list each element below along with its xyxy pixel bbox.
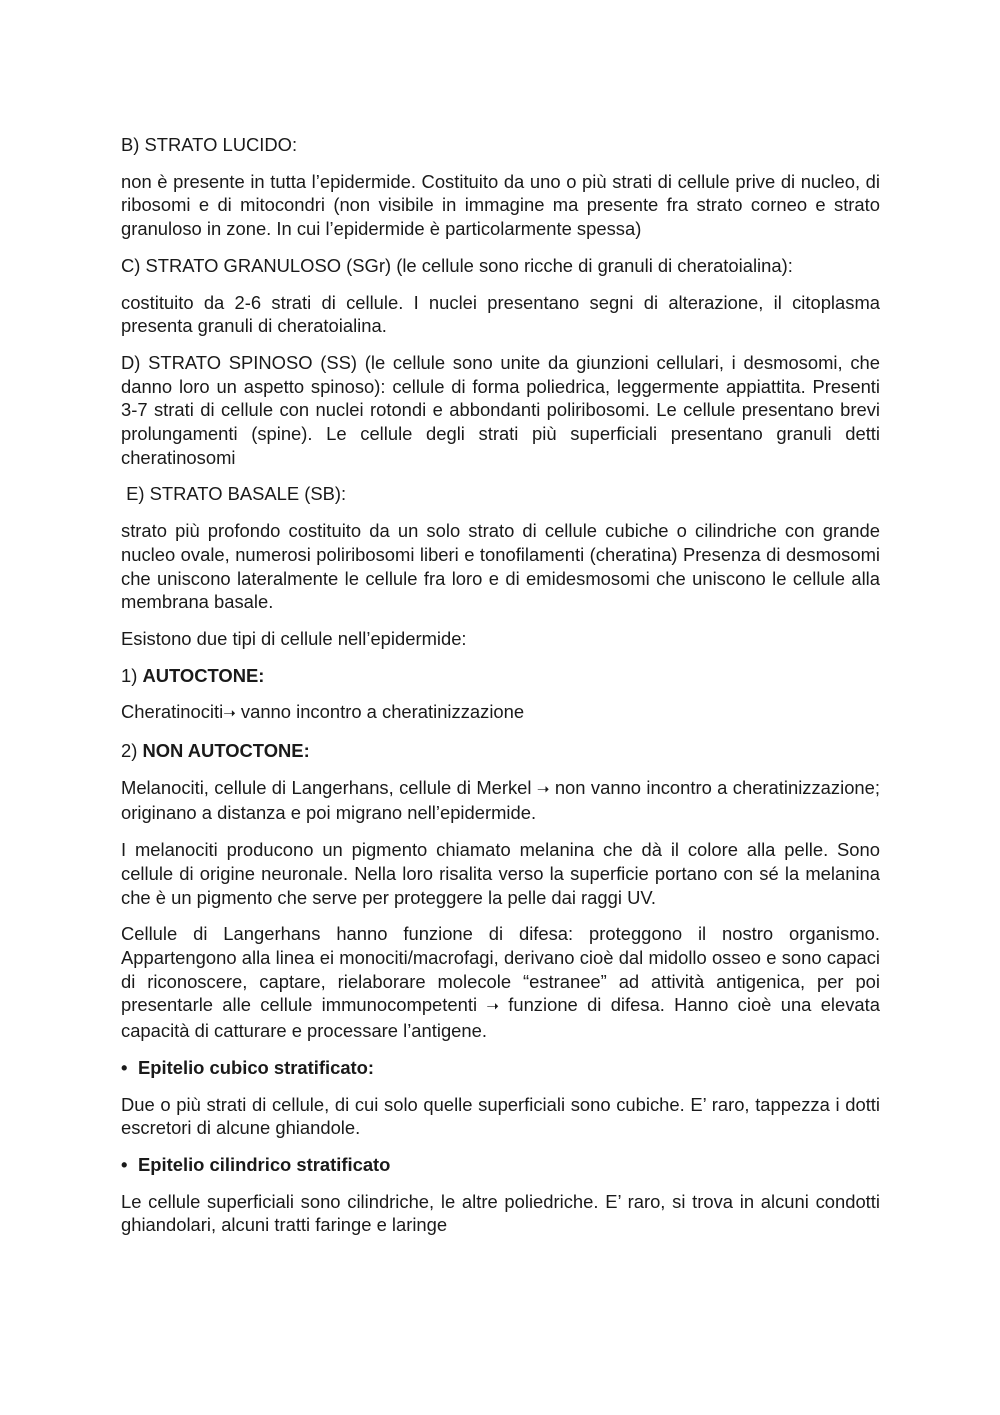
cubico-heading-label: Epitelio cubico stratificato: <box>138 1056 375 1078</box>
non-autoctone-heading <box>121 739 880 763</box>
cubico-paragraph: Due o più strati di cellule, di cui solo quelle superficiali sono cubiche. E’ raro, tappezza i dotti escretori di alcune ghiandole. <box>121 1093 880 1139</box>
langerhans-paragraph <box>121 922 880 1043</box>
cell-types-intro: Esistono due tipi di cellule nell’epidermide: <box>121 627 467 649</box>
bullet-icon: • <box>121 1153 128 1175</box>
autoctone-text-b: vanno incontro a cheratinizzazione <box>235 701 525 723</box>
strato-basale-heading: E) STRATO BASALE (SB): <box>121 483 347 505</box>
non-autoctone-text-a: Melanociti, cellule di Langerhans, cellule di Merkel <box>121 776 537 798</box>
arrow-icon: ➝ <box>536 780 550 798</box>
non-autoctone-number: 2) <box>121 740 143 762</box>
arrow-icon: ➝ <box>486 998 499 1016</box>
strato-granuloso-heading: C) STRATO GRANULOSO (SGr) (le cellule sono ricche di granuli di cheratoialina): <box>121 254 793 276</box>
cilindrico-heading <box>121 1153 880 1177</box>
strato-lucido-paragraph: non è presente in tutta l’epidermide. Costituito da uno o più strati di cellule prive di nucleo, di ribosomi e di mitocondri (non visibile in immagine ma presente fra strato corneo e strato granuloso in zone. In cui l’epidermide è particolarmente spessa) <box>121 170 880 240</box>
strato-basale-paragraph: strato più profondo costituito da un solo strato di cellule cubiche o cilindriche con grande nucleo ovale, numerosi poliribosomi liberi e tonofilamenti (cheratina) Presenza di desmosomi che uniscono lateralmente le cellule fra loro e di emidesmosomi che uniscono le cellule alla membrana basale. <box>121 520 880 613</box>
autoctone-text-a: Cheratinociti <box>121 701 224 723</box>
cilindrico-heading-label: Epitelio cilindrico stratificato <box>138 1153 391 1175</box>
strato-lucido-heading: B) STRATO LUCIDO: <box>121 134 298 155</box>
strato-granuloso-paragraph: costituito da 2-6 strati di cellule. I nuclei presentano segni di alterazione, il citoplasma presenta granuli di cheratoialina. <box>121 291 880 337</box>
document-page <box>121 133 880 1250</box>
arrow-icon: ➝ <box>223 705 236 723</box>
non-autoctone-paragraph <box>121 776 880 825</box>
bullet-icon: • <box>121 1056 128 1078</box>
autoctone-paragraph <box>121 700 880 726</box>
melanociti-paragraph: I melanociti producono un pigmento chiamato melanina che dà il colore alla pelle. Sono cellule di origine neuronale. Nella loro risalita verso la superficie portano con sé la melanina che è un pigmento che serve per proteggere la pelle dai raggi UV. <box>121 839 880 908</box>
cilindrico-paragraph: Le cellule superficiali sono cilindriche, le altre poliedriche. E’ raro, si trova in alcuni condotti ghiandolari, alcuni tratti faringe e laringe <box>121 1190 880 1236</box>
langerhans-text-a: Cellule di Langerhans hanno funzione di difesa: proteggono il nostro organismo. Appartengono alla linea ei monociti/macrofagi, derivano cioè dal midollo osseo e sono capaci di riconoscere, captare, rielaborare molecole “estranee” ad attività antigenica, per poi presentarle alle cellule immunocompetenti <box>121 923 880 1016</box>
langerhans-text-b: funzione di difesa. Hanno cioè una elevata capacità di catturare e processare l’antigene. <box>121 994 881 1042</box>
cubico-heading <box>121 1056 880 1080</box>
autoctone-number: 1) <box>121 664 143 686</box>
non-autoctone-label: NON AUTOCTONE: <box>142 740 310 762</box>
non-autoctone-text-b: non vanno incontro a cheratinizzazione; originano a distanza e poi migrano nell’epidermide. <box>121 776 880 824</box>
autoctone-label: AUTOCTONE: <box>142 664 265 686</box>
autoctone-heading <box>121 664 880 688</box>
strato-spinoso-paragraph: D) STRATO SPINOSO (SS) (le cellule sono unite da giunzioni cellulari, i desmosomi, che danno loro un aspetto spinoso): cellule di forma poliedrica, leggermente appiattita. Presenti 3-7 strati di cellule con nuclei rotondi e abbondanti poliribosomi. Le cellule presentano brevi prolungamenti (spine). Le cellule degli strati più superficiali presentano granuli detti cheratinosomi <box>121 351 880 468</box>
